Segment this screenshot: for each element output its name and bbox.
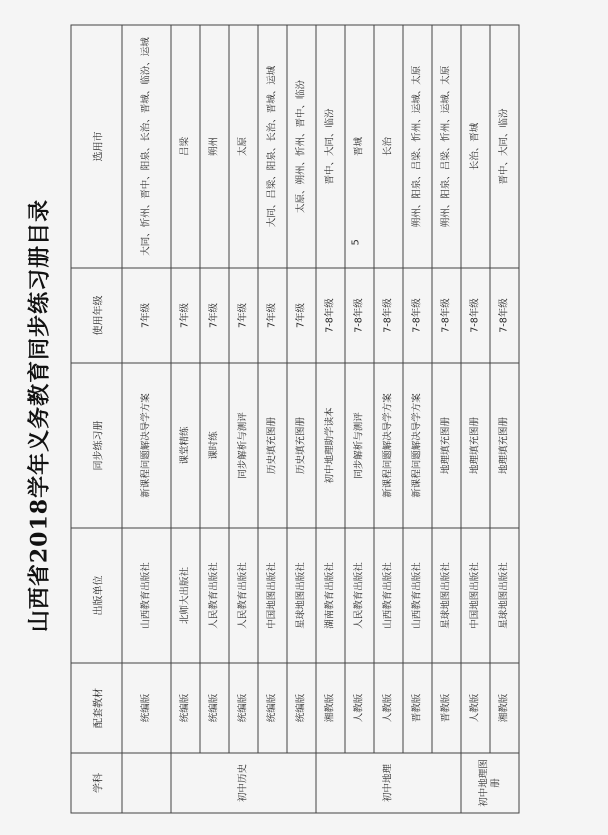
workbook-cell: 新课程问题解决导学方案 xyxy=(122,363,171,528)
subject-cell xyxy=(122,753,171,813)
textbook-cell: 统编版 xyxy=(171,663,200,753)
publisher-cell: 湖南教育出版社 xyxy=(316,528,345,663)
workbook-cell: 同步解析与测评 xyxy=(229,363,258,528)
workbook-cell: 地理填充图册 xyxy=(461,363,490,528)
grade-cell: 7年级 xyxy=(258,268,287,363)
textbook-cell: 湘教版 xyxy=(490,663,519,753)
cities-cell: 朔州、阳泉、吕梁、忻州、运城、太原 xyxy=(403,25,432,268)
workbook-cell: 地理填充图册 xyxy=(432,363,461,528)
publisher-cell: 山西教育出版社 xyxy=(403,528,432,663)
header-publisher: 出版单位 xyxy=(71,528,122,663)
table-row xyxy=(316,25,345,813)
cities-cell: 朔州、阳泉、吕梁、忻州、运城、太原 xyxy=(432,25,461,268)
table-row xyxy=(432,25,461,813)
textbook-cell: 统编版 xyxy=(229,663,258,753)
textbook-cell: 统编版 xyxy=(287,663,316,753)
grade-cell: 7-8年级 xyxy=(374,268,403,363)
publisher-cell: 中国地图出版社 xyxy=(258,528,287,663)
publisher-cell: 北师大出版社 xyxy=(171,528,200,663)
table-row xyxy=(490,25,519,813)
grade-cell: 7-8年级 xyxy=(432,268,461,363)
grade-cell: 7年级 xyxy=(122,268,171,363)
table-row xyxy=(229,25,258,813)
page-number: 5 xyxy=(350,238,361,245)
cities-cell: 晋城 xyxy=(345,25,374,268)
subject-cell: 初中地理图册 xyxy=(461,753,519,813)
catalog-table xyxy=(70,24,519,813)
cities-cell: 太原、朔州、忻州、晋中、临汾 xyxy=(287,25,316,268)
publisher-cell: 星球地图出版社 xyxy=(287,528,316,663)
cities-cell: 长治 xyxy=(374,25,403,268)
grade-cell: 7年级 xyxy=(229,268,258,363)
cities-cell: 朔州 xyxy=(200,25,229,268)
table-row xyxy=(345,25,374,813)
workbook-cell: 初中地理助学读本 xyxy=(316,363,345,528)
textbook-cell: 人教版 xyxy=(345,663,374,753)
grade-cell: 7-8年级 xyxy=(403,268,432,363)
publisher-cell: 中国地图出版社 xyxy=(461,528,490,663)
header-workbook: 同步练习册 xyxy=(71,363,122,528)
cities-cell: 长治、晋城 xyxy=(461,25,490,268)
publisher-cell: 星球地图出版社 xyxy=(432,528,461,663)
grade-cell: 7-8年级 xyxy=(461,268,490,363)
textbook-cell: 统编版 xyxy=(258,663,287,753)
textbook-cell: 人教版 xyxy=(374,663,403,753)
textbook-cell: 人教版 xyxy=(461,663,490,753)
header-row xyxy=(71,25,122,813)
cities-cell: 大同、吕梁、阳泉、长治、晋城、运城 xyxy=(258,25,287,268)
workbook-cell: 地理填充图册 xyxy=(490,363,519,528)
textbook-cell: 统编版 xyxy=(200,663,229,753)
textbook-cell: 统编版 xyxy=(122,663,171,753)
publisher-cell: 星球地图出版社 xyxy=(490,528,519,663)
cities-cell: 大同、忻州、晋中、阳泉、长治、晋城、临汾、运城 xyxy=(122,25,171,268)
cities-cell: 晋中、大同、临汾 xyxy=(316,25,345,268)
table-row xyxy=(461,25,490,813)
subject-cell: 初中地理 xyxy=(316,753,461,813)
header-cities: 选用市 xyxy=(71,25,122,268)
workbook-cell: 历史填充图册 xyxy=(258,363,287,528)
workbook-cell: 历史填充图册 xyxy=(287,363,316,528)
grade-cell: 7-8年级 xyxy=(316,268,345,363)
workbook-cell: 同步解析与测评 xyxy=(345,363,374,528)
subject-cell: 初中历史 xyxy=(171,753,316,813)
publisher-cell: 人民教育出版社 xyxy=(229,528,258,663)
header-grade: 使用年级 xyxy=(71,268,122,363)
table-row xyxy=(122,25,171,813)
table-row xyxy=(287,25,316,813)
header-textbook: 配套教材 xyxy=(71,663,122,753)
grade-cell: 7年级 xyxy=(171,268,200,363)
cities-cell: 晋中、大同、临汾 xyxy=(490,25,519,268)
workbook-cell: 新课程问题解决导学方案 xyxy=(403,363,432,528)
table-row xyxy=(403,25,432,813)
grade-cell: 7年级 xyxy=(287,268,316,363)
table-row xyxy=(171,25,200,813)
grade-cell: 7年级 xyxy=(200,268,229,363)
table-row xyxy=(200,25,229,813)
publisher-cell: 山西教育出版社 xyxy=(122,528,171,663)
grade-cell: 7-8年级 xyxy=(345,268,374,363)
document-title: 山西省2018学年义务教育同步练习册目录 xyxy=(26,198,52,632)
publisher-cell: 山西教育出版社 xyxy=(374,528,403,663)
textbook-cell: 湘教版 xyxy=(316,663,345,753)
header-subject: 学科 xyxy=(71,753,122,813)
textbook-cell: 晋教版 xyxy=(432,663,461,753)
publisher-cell: 人民教育出版社 xyxy=(200,528,229,663)
publisher-cell: 人民教育出版社 xyxy=(345,528,374,663)
workbook-cell: 新课程问题解决导学方案 xyxy=(374,363,403,528)
cities-cell: 吕梁 xyxy=(171,25,200,268)
grade-cell: 7-8年级 xyxy=(490,268,519,363)
table-row xyxy=(258,25,287,813)
cities-cell: 太原 xyxy=(229,25,258,268)
workbook-cell: 课堂精练 xyxy=(171,363,200,528)
textbook-cell: 晋教版 xyxy=(403,663,432,753)
table-row xyxy=(374,25,403,813)
workbook-cell: 课时练 xyxy=(200,363,229,528)
